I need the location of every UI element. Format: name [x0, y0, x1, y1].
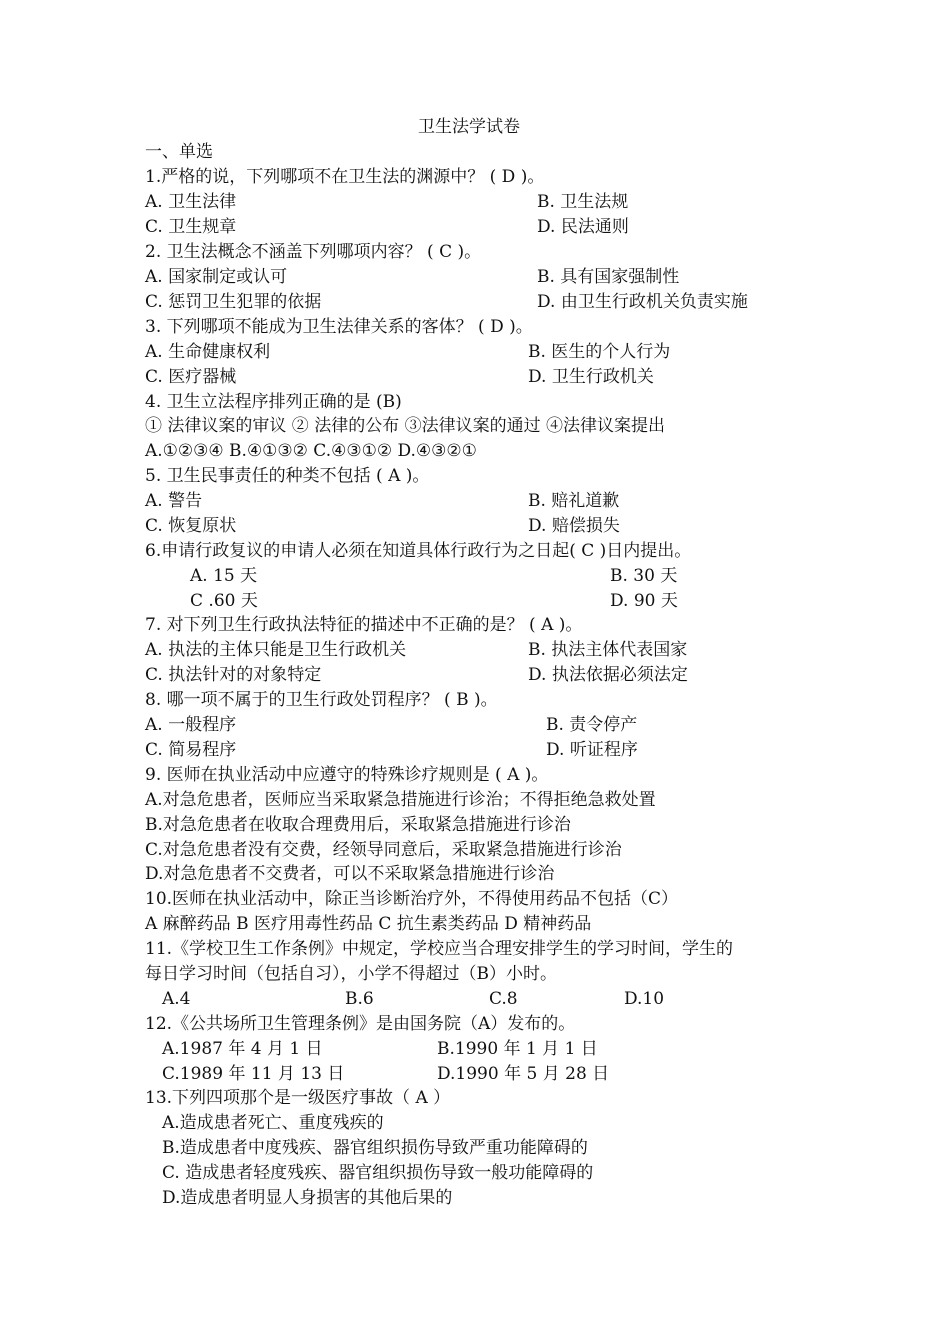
- question-7-option-c: C. 执法针对的对象特定: [145, 665, 322, 685]
- question-11-option-a: A.4: [162, 989, 191, 1009]
- question-9-option-c: C.对急危患者没有交费，经领导同意后，采取紧急措施进行诊治: [145, 840, 622, 860]
- question-3-option-b: B. 医生的个人行为: [528, 342, 671, 362]
- question-4-items: ① 法律议案的审议 ② 法律的公布 ③法律议案的通过 ④法律议案提出: [145, 416, 666, 436]
- question-1-option-b: B. 卫生法规: [537, 192, 629, 212]
- question-1-option-a: A. 卫生法律: [145, 192, 237, 212]
- question-6-option-d: D. 90 天: [610, 591, 678, 611]
- question-7-option-a: A. 执法的主体只能是卫生行政机关: [145, 640, 407, 660]
- question-11-option-c: C.8: [489, 989, 518, 1009]
- section-heading: 一、单选: [145, 142, 213, 162]
- question-7-option-d: D. 执法依据必须法定: [528, 665, 688, 685]
- question-5-option-c: C. 恢复原状: [145, 516, 237, 536]
- question-9-option-d: D.对急危患者不交费者，可以不采取紧急措施进行诊治: [145, 864, 555, 884]
- question-2-option-c: C. 惩罚卫生犯罪的依据: [145, 292, 322, 312]
- question-1-stem: 1.严格的说，下列哪项不在卫生法的渊源中？ ( D )。: [145, 167, 545, 187]
- question-6-option-b: B. 30 天: [610, 566, 678, 586]
- question-12-option-a: A.1987 年 4 月 1 日: [162, 1039, 323, 1059]
- question-9-stem: 9. 医师在执业活动中应遵守的特殊诊疗规则是 ( A )。: [145, 765, 549, 785]
- question-5-option-b: B. 赔礼道歉: [528, 491, 620, 511]
- question-2-option-b: B. 具有国家强制性: [537, 267, 680, 287]
- question-11-stem-line-1: 11.《学校卫生工作条例》中规定，学校应当合理安排学生的学习时间，学生的: [145, 939, 734, 959]
- question-8-option-d: D. 听证程序: [546, 740, 638, 760]
- question-9-option-a: A.对急危患者，医师应当采取紧急措施进行诊治；不得拒绝急救处置: [145, 790, 656, 810]
- question-3-stem: 3. 下列哪项不能成为卫生法律关系的客体？ ( D )。: [145, 317, 533, 337]
- question-11-stem-line-2: 每日学习时间（包括自习），小学不得超过（B）小时。: [145, 964, 557, 984]
- question-9-option-b: B.对急危患者在收取合理费用后，采取紧急措施进行诊治: [145, 815, 571, 835]
- question-13-option-c: C. 造成患者轻度残疾、器官组织损伤导致一般功能障碍的: [162, 1163, 594, 1183]
- question-12-stem: 12.《公共场所卫生管理条例》是由国务院（A）发布的。: [145, 1014, 576, 1034]
- question-4-options: A.①②③④ B.④①③② C.④③①② D.④③②①: [145, 441, 477, 461]
- question-10-stem: 10.医师在执业活动中，除正当诊断治疗外，不得使用药品不包括（C）: [145, 889, 679, 909]
- question-7-option-b: B. 执法主体代表国家: [528, 640, 688, 660]
- question-10-options: A 麻醉药品 B 医疗用毒性药品 C 抗生素类药品 D 精神药品: [145, 914, 592, 934]
- question-11-option-d: D.10: [624, 989, 665, 1009]
- question-12-option-c: C.1989 年 11 月 13 日: [162, 1064, 345, 1084]
- question-8-option-b: B. 责令停产: [546, 715, 638, 735]
- question-13-stem: 13.下列四项那个是一级医疗事故（ A ）: [145, 1088, 451, 1108]
- question-3-option-c: C. 医疗器械: [145, 367, 237, 387]
- question-7-stem: 7. 对下列卫生行政执法特征的描述中不正确的是？ ( A )。: [145, 615, 583, 635]
- question-2-option-d: D. 由卫生行政机关负责实施: [537, 292, 748, 312]
- question-12-option-d: D.1990 年 5 月 28 日: [437, 1064, 610, 1084]
- question-11-option-b: B.6: [345, 989, 374, 1009]
- question-5-stem: 5. 卫生民事责任的种类不包括 ( A )。: [145, 466, 430, 486]
- question-3-option-d: D. 卫生行政机关: [528, 367, 654, 387]
- question-8-option-a: A. 一般程序: [145, 715, 237, 735]
- question-8-option-c: C. 简易程序: [145, 740, 237, 760]
- question-1-option-c: C. 卫生规章: [145, 217, 237, 237]
- question-12-option-b: B.1990 年 1 月 1 日: [437, 1039, 598, 1059]
- question-5-option-a: A. 警告: [145, 491, 203, 511]
- question-2-stem: 2. 卫生法概念不涵盖下列哪项内容？ ( C )。: [145, 242, 482, 262]
- question-6-stem: 6.申请行政复议的申请人必须在知道具体行政行为之日起( C )日内提出。: [145, 541, 692, 561]
- question-5-option-d: D. 赔偿损失: [528, 516, 620, 536]
- question-13-option-b: B.造成患者中度残疾、器官组织损伤导致严重功能障碍的: [162, 1138, 588, 1158]
- question-6-option-a: A. 15 天: [190, 566, 258, 586]
- question-2-option-a: A. 国家制定或认可: [145, 267, 288, 287]
- question-1-option-d: D. 民法通则: [537, 217, 629, 237]
- question-4-stem: 4. 卫生立法程序排列正确的是 (B): [145, 392, 402, 412]
- exam-title: 卫生法学试卷: [418, 117, 520, 137]
- question-3-option-a: A. 生命健康权利: [145, 342, 271, 362]
- question-6-option-c: C .60 天: [190, 591, 258, 611]
- question-8-stem: 8. 哪一项不属于的卫生行政处罚程序？ ( B )。: [145, 690, 498, 710]
- question-13-option-a: A.造成患者死亡、重度残疾的: [162, 1113, 384, 1133]
- question-13-option-d: D.造成患者明显人身损害的其他后果的: [162, 1188, 453, 1208]
